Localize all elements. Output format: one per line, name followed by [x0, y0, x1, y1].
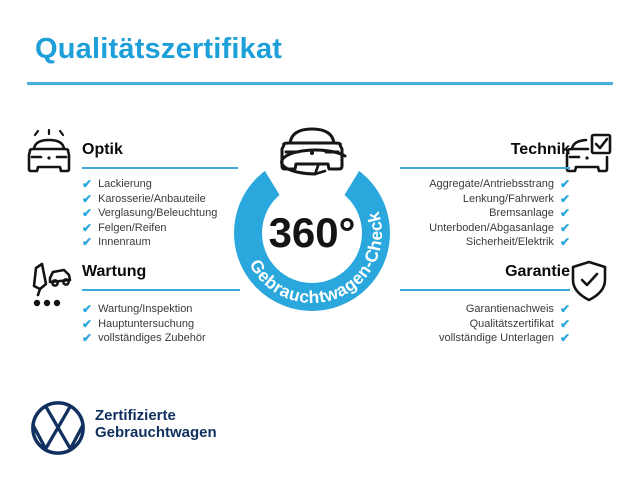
list-item-label: Felgen/Reifen: [98, 221, 167, 234]
check-icon: ✔: [559, 177, 570, 191]
list-item-label: Bremsanlage: [489, 207, 554, 220]
check-icon: ✔: [559, 316, 570, 331]
check-icon: ✔: [559, 331, 570, 346]
check-icon: ✔: [559, 302, 570, 316]
list-item: [400, 177, 570, 192]
list-item-label: Garantienachweis: [465, 303, 554, 315]
check-icon: ✔: [82, 220, 93, 235]
list-item: [400, 235, 570, 250]
checklist: [400, 302, 570, 346]
section-heading: Garantie: [505, 263, 570, 280]
list-item-label: Qualitätszertifikat: [469, 317, 554, 330]
list-item: [400, 206, 570, 221]
degree-label: 360°: [268, 209, 356, 256]
list-item: [400, 317, 570, 332]
section-garantie: [400, 262, 570, 346]
check-icon: ✔: [82, 302, 93, 316]
list-item-label: vollständige Unterlagen: [438, 332, 554, 345]
list-item: [400, 192, 570, 207]
list-item-label: vollständiges Zubehör: [98, 332, 206, 345]
check-icon: ✔: [82, 206, 93, 221]
list-item-label: Verglasung/Beleuchtung: [98, 207, 218, 220]
list-item-label: Hauptuntersuchung: [98, 317, 195, 330]
list-item-label: Karosserie/Anbauteile: [98, 192, 206, 205]
check-icon: ✔: [559, 206, 570, 221]
check-icon: ✔: [559, 235, 570, 250]
page-title: Qualitätszertifikat: [35, 33, 283, 65]
list-item-label: Lackierung: [98, 178, 152, 190]
section-heading: Wartung: [82, 263, 147, 280]
section-underline: [400, 289, 570, 291]
check-icon: ✔: [82, 316, 93, 331]
check-icon: ✔: [559, 191, 570, 206]
brand-label-line1: Zertifizierte: [95, 407, 176, 424]
list-item: [82, 317, 240, 332]
car-check-icon: [562, 127, 616, 181]
list-item: [400, 302, 570, 317]
shield-check-icon: [566, 258, 612, 304]
list-item-label: Unterboden/Abgasanlage: [429, 221, 554, 234]
section-underline: [400, 167, 570, 169]
vw-logo: [29, 399, 87, 457]
360-check-badge: [212, 118, 412, 318]
list-item: [400, 331, 570, 346]
list-item: [82, 331, 240, 346]
check-icon: ✔: [82, 235, 93, 250]
list-item-label: Sicherheit/Elektrik: [465, 236, 554, 249]
ring-label: Gebrauchtwagen-Check: [245, 209, 387, 308]
title-divider: [27, 82, 613, 85]
section-technik: [400, 140, 570, 250]
brand-label-line2: Gebrauchtwagen: [95, 424, 217, 441]
list-item-label: Innenraum: [98, 236, 151, 249]
check-icon: ✔: [82, 191, 93, 206]
brand-label: [95, 407, 217, 441]
list-item-label: Wartung/Inspektion: [98, 303, 193, 315]
check-icon: ✔: [82, 177, 93, 191]
list-item: [400, 221, 570, 236]
section-heading: Optik: [82, 141, 123, 158]
list-item-label: Lenkung/Fahrwerk: [462, 192, 554, 205]
check-icon: ✔: [559, 220, 570, 235]
section-heading: Technik: [510, 141, 570, 158]
check-icon: ✔: [82, 331, 93, 346]
car-shine-icon: [22, 127, 76, 181]
checklist: [400, 177, 570, 250]
pen-car-icon: [22, 258, 76, 312]
list-item-label: Aggregate/Antriebsstrang: [429, 178, 554, 190]
